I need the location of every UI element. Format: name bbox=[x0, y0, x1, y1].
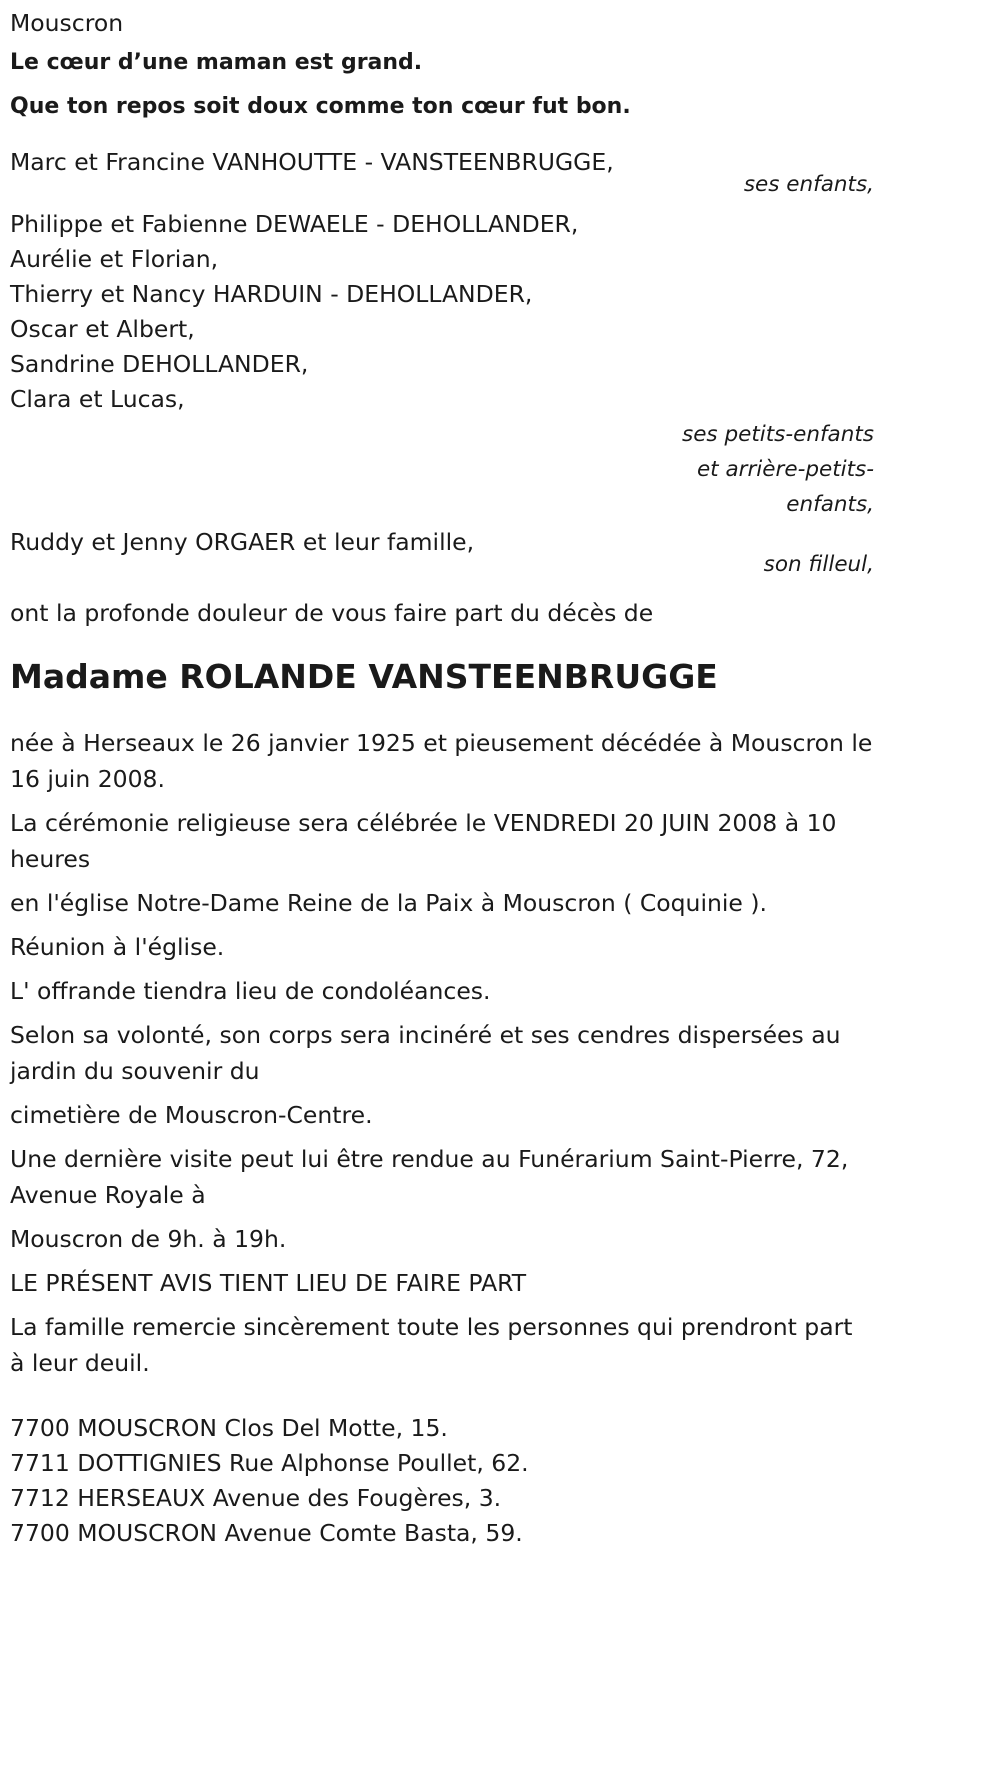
detail-paragraph: La cérémonie religieuse sera célébrée le VENDREDI 20 JUIN 2008 à 10 heures bbox=[10, 809, 837, 873]
motto-line-1: Le cœur d’une maman est grand. bbox=[10, 50, 423, 75]
grandchild-name: Sandrine DEHOLLANDER, bbox=[10, 350, 309, 378]
grandchildren-relation-line: enfants, bbox=[786, 492, 874, 517]
children-relation: ses enfants, bbox=[743, 172, 874, 197]
detail-paragraph: Selon sa volonté, son corps sera incinéré et ses cendres dispersées au jardin du souvenir du bbox=[10, 1021, 841, 1085]
detail-paragraph: Une dernière visite peut lui être rendue au Funérarium Saint-Pierre, 72, Avenue Royale à bbox=[10, 1145, 849, 1209]
grandchildren-relation-line: et arrière-petits- bbox=[696, 457, 874, 482]
godson-relation: son filleul, bbox=[763, 552, 874, 577]
announcement-text: ont la profonde douleur de vous faire part du décès de bbox=[10, 599, 654, 627]
detail-paragraph: Mouscron de 9h. à 19h. bbox=[10, 1225, 287, 1253]
detail-paragraph: Réunion à l'église. bbox=[10, 933, 225, 961]
grandchild-name: Philippe et Fabienne DEWAELE - DEHOLLANDER, bbox=[10, 210, 579, 238]
detail-paragraph: née à Herseaux le 26 janvier 1925 et pieusement décédée à Mouscron le 16 juin 2008. bbox=[10, 729, 873, 793]
detail-paragraph: cimetière de Mouscron-Centre. bbox=[10, 1101, 373, 1129]
address-line: 7700 MOUSCRON Avenue Comte Basta, 59. bbox=[10, 1519, 523, 1547]
grandchildren-relation-line: ses petits-enfants bbox=[682, 422, 874, 447]
address-line: 7712 HERSEAUX Avenue des Fougères, 3. bbox=[10, 1484, 502, 1512]
details-block bbox=[10, 725, 874, 1381]
obituary-document bbox=[10, 0, 874, 1551]
godson-block bbox=[10, 525, 874, 582]
spacer bbox=[10, 129, 874, 145]
godson-name: Ruddy et Jenny ORGAER et leur famille, bbox=[10, 528, 475, 556]
grandchild-name: Oscar et Albert, bbox=[10, 315, 195, 343]
address-line: 7700 MOUSCRON Clos Del Motte, 15. bbox=[10, 1414, 448, 1442]
grandchild-name: Aurélie et Florian, bbox=[10, 245, 219, 273]
grandchild-name: Thierry et Nancy HARDUIN - DEHOLLANDER, bbox=[10, 280, 533, 308]
deceased-name: Madame ROLANDE VANSTEENBRUGGE bbox=[10, 657, 718, 696]
children-name: Marc et Francine VANHOUTTE - VANSTEENBRUGGE, bbox=[10, 148, 614, 176]
grandchild-name: Clara et Lucas, bbox=[10, 385, 185, 413]
grandchildren-block bbox=[10, 207, 874, 522]
spacer bbox=[10, 1389, 874, 1411]
detail-paragraph: en l'église Notre-Dame Reine de la Paix à Mouscron ( Coquinie ). bbox=[10, 889, 767, 917]
children-block bbox=[10, 145, 874, 202]
address-line: 7711 DOTTIGNIES Rue Alphonse Poullet, 62. bbox=[10, 1449, 529, 1477]
location-heading: Mouscron bbox=[10, 9, 124, 37]
addresses-block bbox=[10, 1411, 874, 1551]
motto-line-2: Que ton repos soit doux comme ton cœur fut bon. bbox=[10, 94, 631, 119]
detail-paragraph: L' offrande tiendra lieu de condoléances. bbox=[10, 977, 491, 1005]
detail-paragraph: La famille remercie sincèrement toute les personnes qui prendront part à leur deuil. bbox=[10, 1313, 853, 1377]
detail-paragraph: LE PRÉSENT AVIS TIENT LIEU DE FAIRE PART bbox=[10, 1269, 527, 1297]
